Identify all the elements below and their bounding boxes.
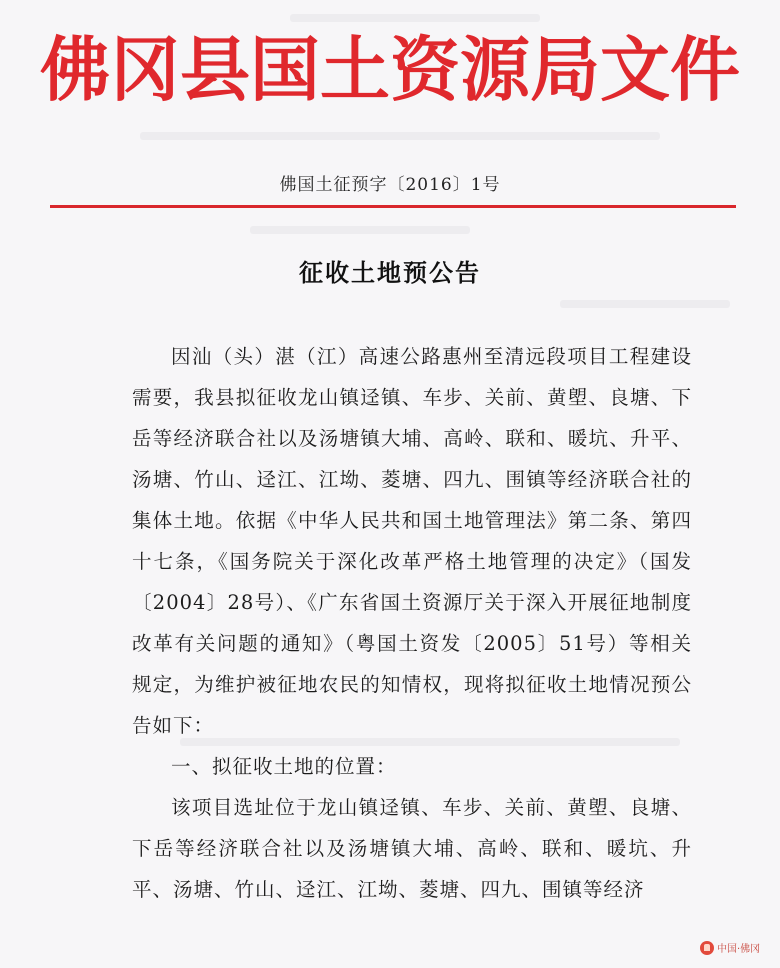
show-through-mark [250, 226, 470, 234]
red-divider-line [50, 205, 736, 208]
site-logo-icon [700, 941, 714, 955]
show-through-mark [140, 132, 660, 140]
section-heading: 一、拟征收土地的位置： [171, 755, 397, 778]
issuer-title: 佛冈县国土资源局文件 [40, 28, 740, 111]
notice-paragraph: 因汕（头）湛（江）高速公路惠州至清远段项目工程建设需要，我县拟征收龙山镇迳镇、车步、关前、黄塱、良塘、下岳等经济联合社以及汤塘镇大埔、高岭、联和、暖坑、升平、汤塘、竹山、迳江、江坳、菱塘、四九、围镇等经济联合社的集体土地。依据《中华人民共和国土地管理法》第二条、第四十七条，《国务院关于深化改革严格土地管理的决定》（国发〔2004〕28号）、《广东省国土资源厅关于深入开展征地制度改革有关问题的通知》（粤国土资发〔2005〕51号）等相关规定，为维护被征地农民的知情权，现将拟征收土地情况预公告如下： [132, 345, 692, 737]
show-through-mark [560, 300, 730, 308]
site-watermark [700, 940, 760, 955]
document-number: 佛国土征预字〔2016〕1号 [279, 175, 501, 195]
show-through-mark [290, 14, 540, 22]
notice-title: 征收土地预公告 [299, 259, 481, 287]
notice-body [132, 336, 692, 910]
notice-paragraph: 该项目选址位于龙山镇迳镇、车步、关前、黄塱、良塘、下岳等经济联合社以及汤塘镇大埔、高岭、联和、暖坑、升平、汤塘、竹山、迳江、江坳、菱塘、四九、围镇等经济 [132, 796, 692, 901]
site-watermark-label: 中国·佛冈 [717, 944, 761, 955]
